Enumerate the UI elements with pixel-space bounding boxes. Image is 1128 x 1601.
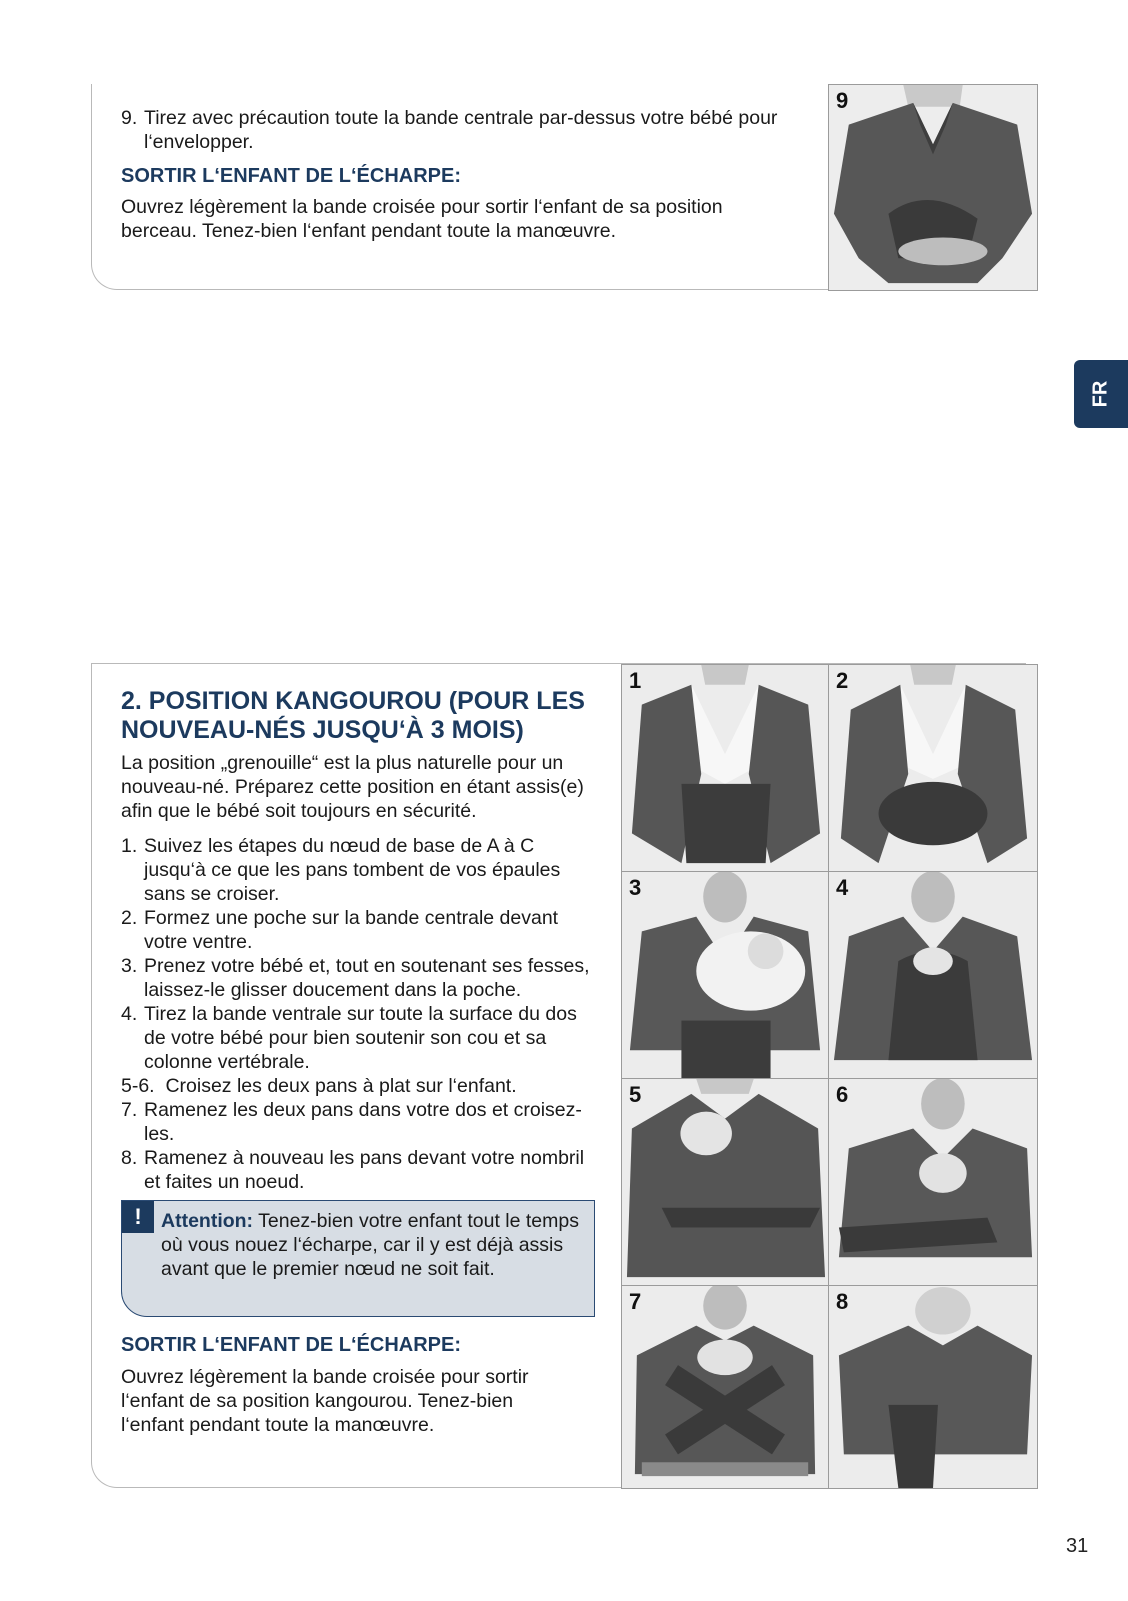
person-with-baby-icon bbox=[622, 872, 828, 1078]
person-with-baby-icon bbox=[829, 872, 1037, 1078]
step-number: 7. bbox=[121, 1099, 138, 1121]
photo-number: 5 bbox=[629, 1082, 642, 1107]
photo-number: 4 bbox=[836, 875, 849, 900]
photo-step-7 bbox=[621, 1285, 829, 1489]
section2-intro: La position „grenouille“ est la plus naturelle pour un nouveau-né. Préparez cette position en étant assis(e) afin que le bébé soit toujours en sécurité. bbox=[121, 752, 584, 822]
list-item bbox=[121, 1146, 597, 1194]
photo-number: 7 bbox=[629, 1289, 642, 1314]
step-number: 4. bbox=[121, 1003, 138, 1025]
page-number: 31 bbox=[1066, 1535, 1089, 1557]
step-text: Croisez les deux pans à plat sur l‘enfant. bbox=[165, 1075, 517, 1097]
section2-title bbox=[121, 687, 611, 745]
list-item bbox=[121, 1002, 597, 1074]
step-number: 5-6. bbox=[121, 1075, 155, 1097]
step-text: Tirez avec précaution toute la bande centrale par-dessus votre bébé pour l‘envelopper. bbox=[144, 107, 778, 153]
attention-text bbox=[161, 1209, 586, 1281]
step-number: 8. bbox=[121, 1147, 138, 1169]
person-with-baby-icon bbox=[829, 1286, 1037, 1488]
photo-step-9 bbox=[828, 84, 1038, 291]
photo-number: 8 bbox=[836, 1289, 849, 1314]
photo-number: 2 bbox=[836, 668, 849, 693]
step-text: Tirez la bande ventrale sur toute la surface du dos de votre bébé pour bien soutenir son cou et sa colonne vertébrale. bbox=[144, 1003, 577, 1073]
step-9 bbox=[121, 106, 791, 154]
section2-paragraph: Ouvrez légèrement la bande croisée pour sortir l‘enfant de sa position kangourou. Tenez-bien l‘enfant pendant toute la manœuvre. bbox=[121, 1366, 529, 1436]
step-number: 2. bbox=[121, 907, 138, 929]
list-item bbox=[121, 1098, 597, 1146]
language-tab bbox=[1074, 360, 1128, 428]
photo-number: 6 bbox=[836, 1082, 849, 1107]
photo-step-3 bbox=[621, 871, 829, 1079]
list-item bbox=[121, 834, 597, 906]
photo-number: 9 bbox=[836, 88, 849, 113]
person-with-baby-icon bbox=[622, 1286, 828, 1488]
title-line-2: NOUVEAU-NÉS JUSQU‘À 3 MOIS) bbox=[121, 716, 524, 744]
attention-body: Tenez-bien votre enfant tout le temps où vous nouez l‘écharpe, car il y est déjà assis avant que le premier nœud ne soit fait. bbox=[161, 1210, 579, 1280]
photo-step-2 bbox=[828, 664, 1038, 872]
photo-step-1 bbox=[621, 664, 829, 872]
list-item bbox=[121, 906, 597, 954]
section1-paragraph: Ouvrez légèrement la bande croisée pour sortir l‘enfant de sa position berceau. Tenez-bien l‘enfant pendant toute la manœuvre. bbox=[121, 196, 723, 242]
photo-step-5 bbox=[621, 1078, 829, 1286]
step-text: Formez une poche sur la bande centrale devant votre ventre. bbox=[144, 907, 559, 953]
attention-label: Attention: bbox=[161, 1210, 254, 1232]
step-number: 9. bbox=[121, 107, 138, 129]
list-item bbox=[121, 1074, 597, 1098]
step-text: Prenez votre bébé et, tout en soutenant ses fesses, laissez-le glisser doucement dans la poche. bbox=[144, 955, 590, 1001]
person-with-baby-icon bbox=[622, 1079, 828, 1285]
step-number: 1. bbox=[121, 835, 138, 857]
section2-heading: SORTIR L‘ENFANT DE L‘ÉCHARPE: bbox=[121, 1334, 462, 1356]
warning-icon: ! bbox=[122, 1201, 154, 1233]
attention-box bbox=[121, 1200, 595, 1317]
steps-list bbox=[121, 834, 597, 1194]
person-with-sling-icon bbox=[829, 85, 1037, 290]
photo-step-8 bbox=[828, 1285, 1038, 1489]
list-item bbox=[121, 954, 597, 1002]
photo-number: 3 bbox=[629, 875, 642, 900]
photo-number: 1 bbox=[629, 668, 642, 693]
person-with-sling-icon bbox=[829, 665, 1037, 871]
person-with-baby-icon bbox=[829, 1079, 1037, 1285]
step-text: Suivez les étapes du nœud de base de A à C jusqu‘à ce que les pans tombent de vos épaules sans se croiser. bbox=[144, 835, 561, 905]
language-tab-label: FR bbox=[1089, 380, 1112, 408]
step-text: Ramenez à nouveau les pans devant votre nombril et faites un noeud. bbox=[144, 1147, 585, 1193]
photo-step-4 bbox=[828, 871, 1038, 1079]
photo-step-6 bbox=[828, 1078, 1038, 1286]
title-line-1: 2. POSITION KANGOUROU (POUR LES bbox=[121, 687, 585, 715]
step-number: 3. bbox=[121, 955, 138, 977]
person-with-sling-icon bbox=[622, 665, 828, 871]
section1-heading: SORTIR L‘ENFANT DE L‘ÉCHARPE: bbox=[121, 165, 462, 187]
step-text: Ramenez les deux pans dans votre dos et croisez-les. bbox=[144, 1099, 582, 1145]
